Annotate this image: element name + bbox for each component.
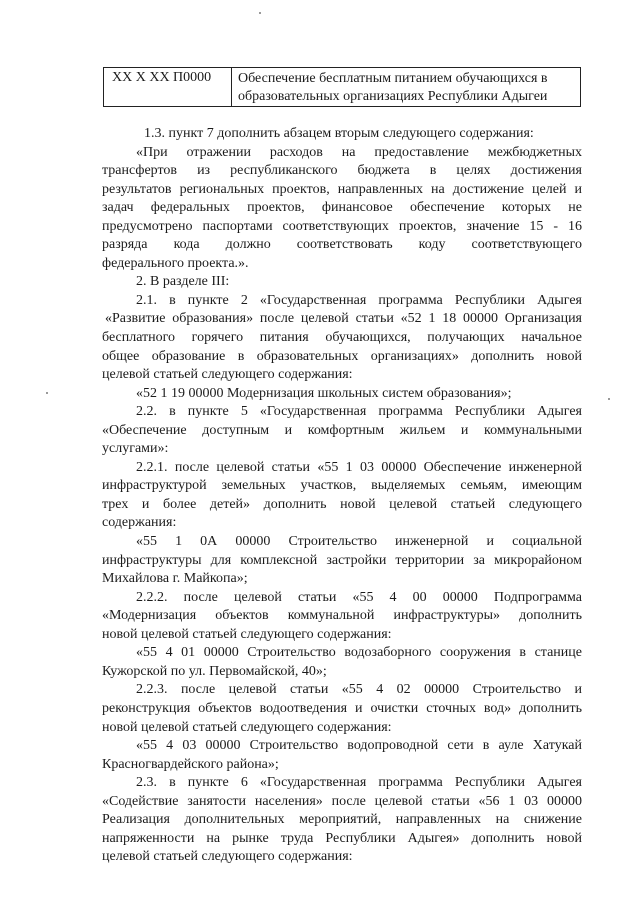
budget-description-cell	[232, 68, 580, 106]
text-line: «При отражении расходов на предоставление межбюджетных	[136, 144, 582, 160]
text-line: задач федеральных проектов, финансовое обеспечение которых не	[102, 200, 582, 216]
text-line: реконструкция объектов водоотведения и очистки сточных вод» дополнить	[102, 700, 582, 716]
text-line: целевой статьей следующего содержания:	[102, 367, 353, 383]
scan-speck	[259, 12, 261, 14]
budget-code-table-row	[103, 67, 581, 107]
text-line: инфраструктуры для комплексной застройки территории за микрорайоном	[102, 552, 582, 568]
scan-speck	[46, 392, 48, 394]
document-body	[102, 125, 582, 867]
text-line: федерального проекта.».	[102, 255, 249, 271]
text-line: новой целевой статьей следующего содержания:	[102, 719, 392, 735]
text-line: «Развитие образования» после целевой статьи «52 1 18 00000 Организация	[105, 311, 582, 327]
text-line: Михайлова г. Майкопа»;	[102, 571, 248, 587]
text-line: Кужорской по ул. Первомайской, 40»;	[102, 663, 327, 679]
text-line: инфраструктурой земельных участков, выделяемых семьям, имеющим	[102, 478, 582, 494]
text-line: целевой статьей следующего содержания:	[102, 849, 353, 865]
text-line: услугами»:	[102, 441, 169, 457]
text-line: результатов региональных проектов, направленных на достижение целей и	[102, 181, 582, 197]
text-line: Реализация дополнительных мероприятий, направленных на снижение	[102, 812, 582, 828]
text-line: трех и более детей» дополнить новой целевой статьей следующего	[102, 496, 582, 512]
text-line: разряда кода должно соответствовать коду соответствующего	[102, 237, 582, 253]
text-line: напряженности на рынке труда Республики Адыгея» дополнить новой	[102, 830, 582, 846]
text-line: «Обеспечение доступным и комфортным жильем и коммунальными	[102, 422, 582, 438]
text-line: «55 1 0А 00000 Строительство инженерной и социальной	[136, 534, 582, 550]
text-line: 2.1. в пункте 2 «Государственная программа Республики Адыгея	[136, 292, 582, 308]
text-line: 2.2.2. после целевой статьи «55 4 00 00000 Подпрограмма	[136, 589, 582, 605]
scan-speck	[608, 398, 610, 400]
text-line: общее образование в образовательных организациях» дополнить новой	[102, 348, 582, 364]
text-line: трансфертов из республиканского бюджета в целях достижения	[102, 163, 582, 179]
text-line: бесплатного горячего питания обучающихся, получающих начальное	[102, 330, 582, 346]
text-line: 2.2.3. после целевой статьи «55 4 02 00000 Строительство и	[136, 682, 582, 698]
text-line: «Модернизация объектов коммунальной инфраструктуры» дополнить	[102, 608, 582, 624]
description-line: образовательных организациях Республики Адыгеи	[238, 89, 548, 104]
text-line: «55 4 03 00000 Строительство водопроводной сети в ауле Хатукай	[136, 738, 582, 754]
text-line: 1.3. пункт 7 дополнить абзацем вторым следующего содержания:	[144, 126, 534, 141]
text-line: Красногвардейского района»;	[102, 756, 279, 772]
text-line: предусмотрено паспортами соответствующих проектов, значение 15 - 16	[102, 218, 582, 234]
text-line: содержания:	[102, 515, 177, 531]
text-line: 2.2.1. после целевой статьи «55 1 03 00000 Обеспечение инженерной	[136, 459, 582, 475]
text-line: 2.2. в пункте 5 «Государственная программа Республики Адыгея	[136, 404, 582, 420]
text-line: «52 1 19 00000 Модернизация школьных систем образования»;	[136, 385, 512, 401]
text-line: 2.3. в пункте 6 «Государственная программа Республики Адыгея	[136, 775, 582, 791]
text-line: 2. В разделе III:	[136, 274, 230, 290]
budget-code-cell: XX X XX П0000	[104, 68, 232, 106]
text-line: «55 4 01 00000 Строительство водозаборного сооружения в станице	[136, 645, 582, 661]
description-line: Обеспечение бесплатным питанием обучающихся в	[238, 71, 548, 86]
text-line: «Содействие занятости населения» после целевой статьи «56 1 03 00000	[102, 793, 582, 809]
text-line: новой целевой статьей следующего содержания:	[102, 626, 392, 642]
